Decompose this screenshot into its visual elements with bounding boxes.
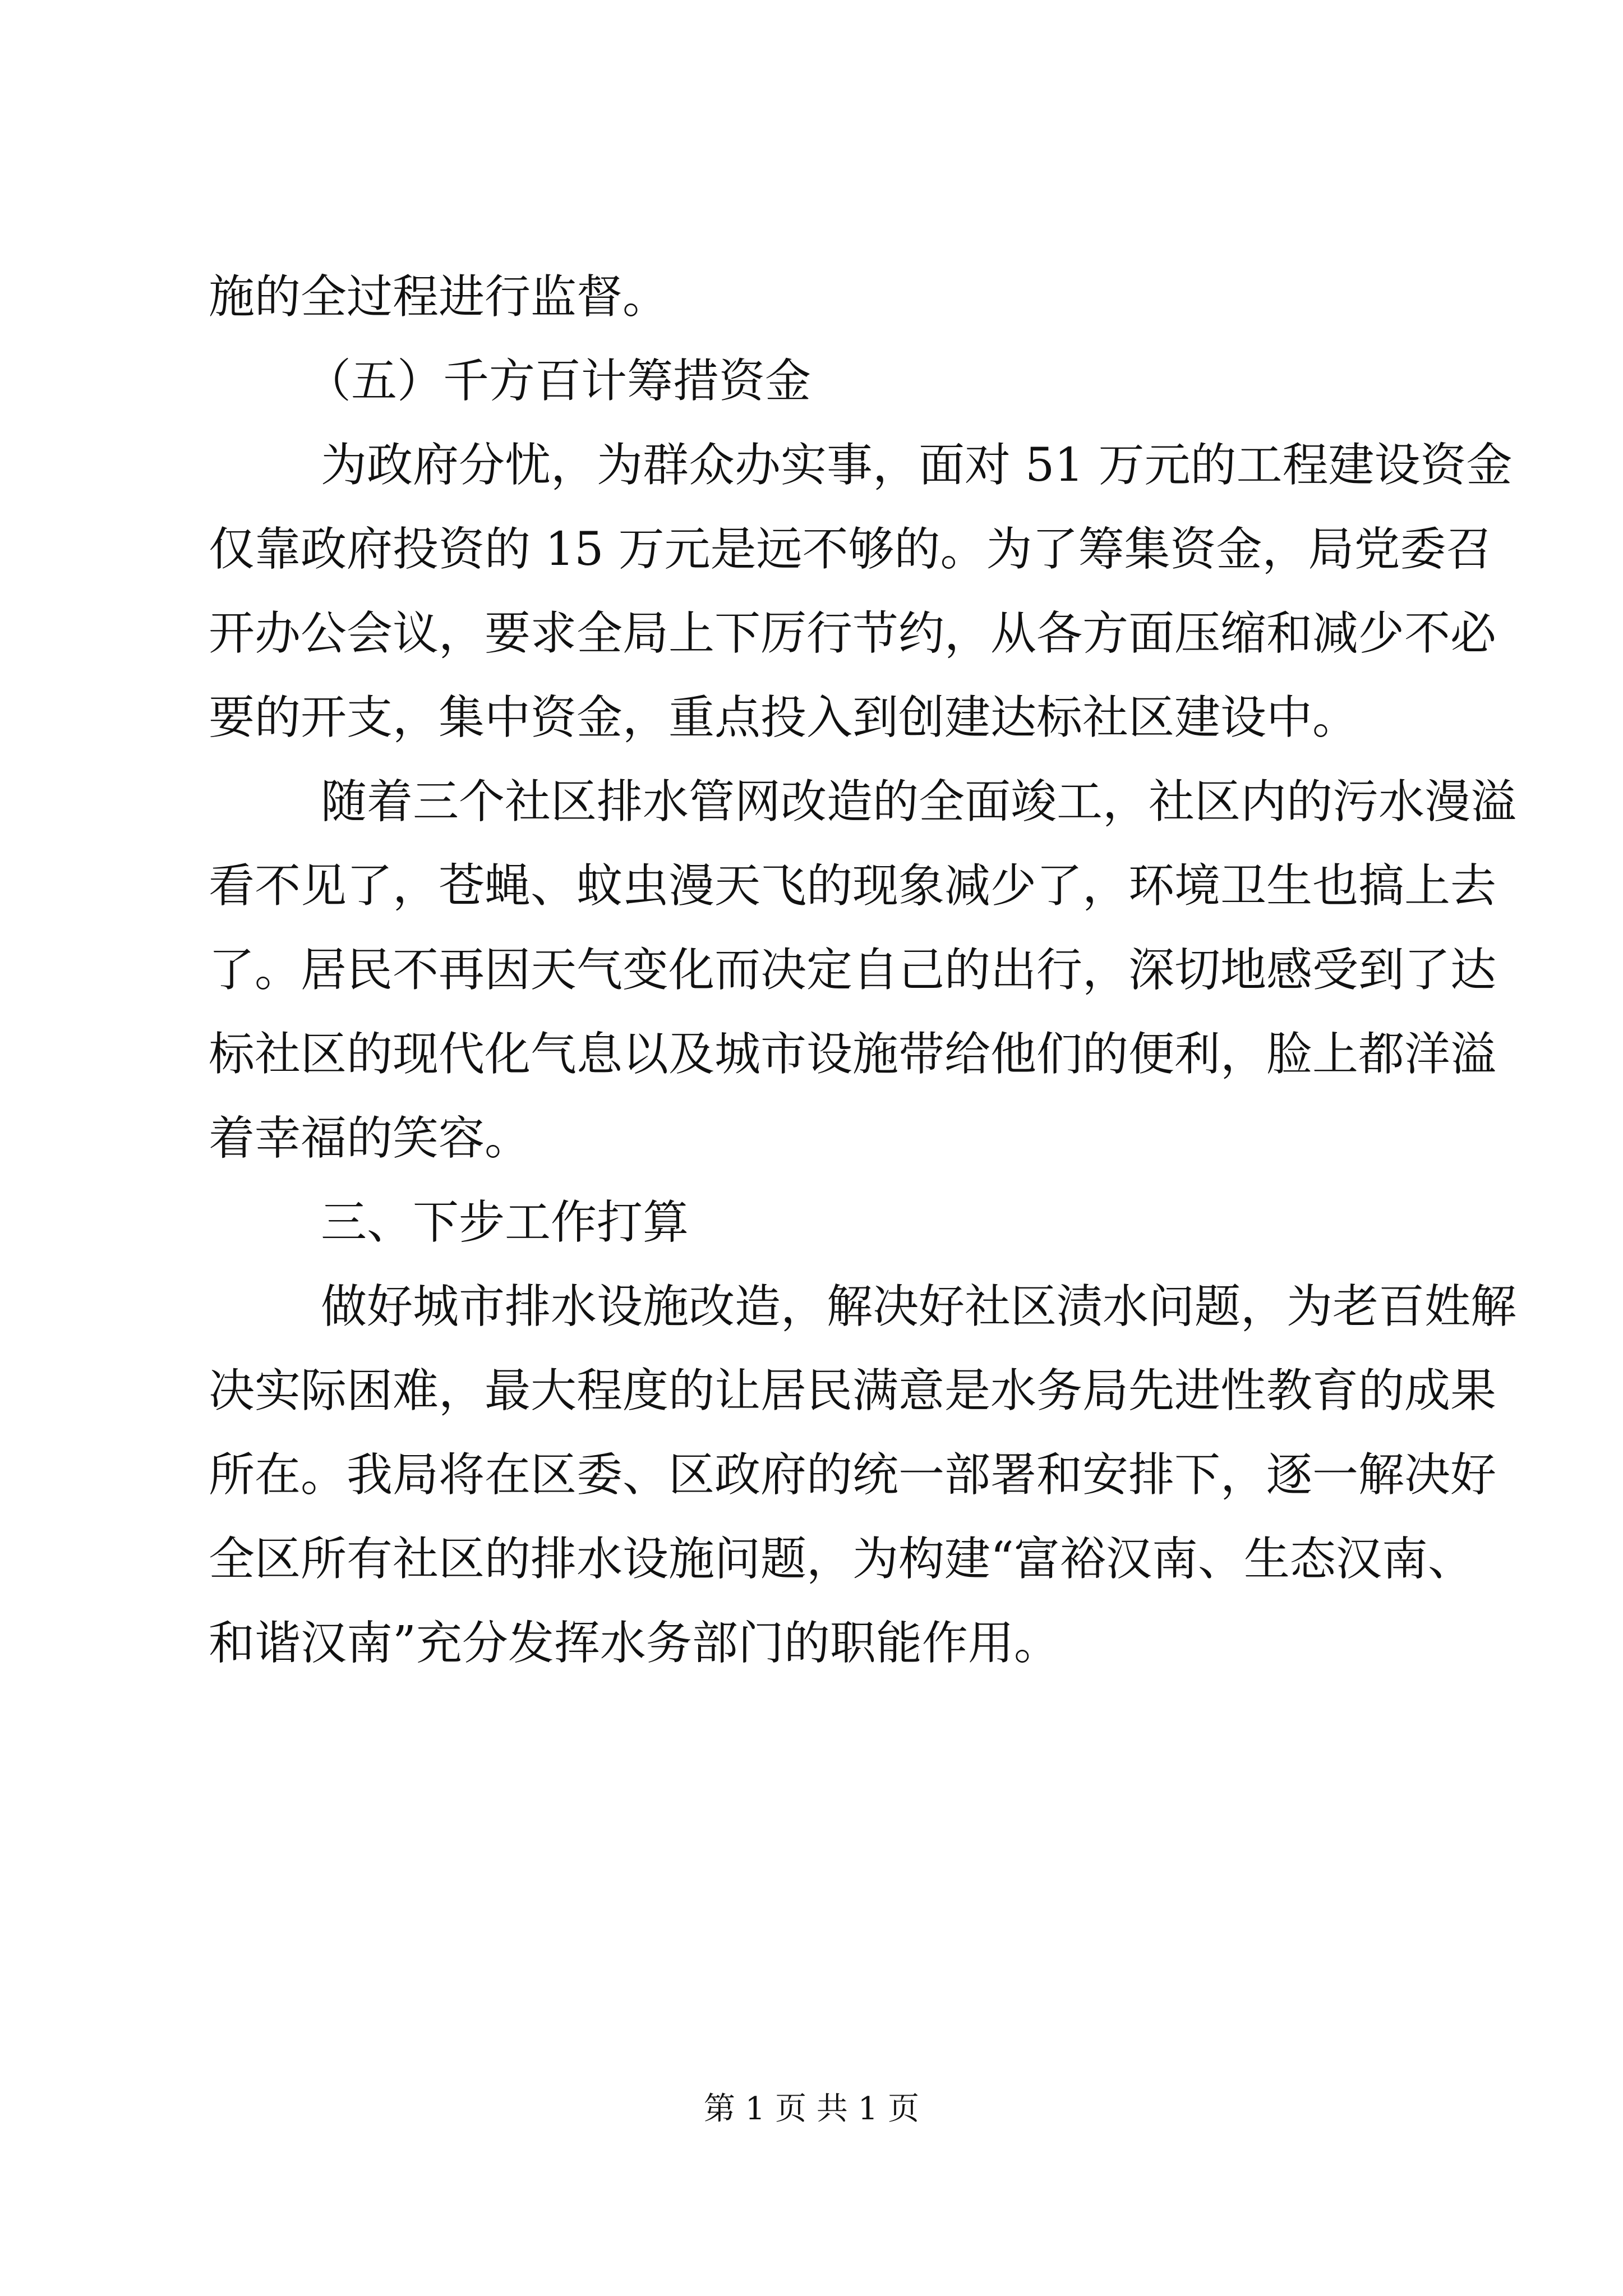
paragraph-line: 了。居民不再因天气变化而决定自己的出行，深切地感受到了达 [209,944,1497,997]
section-heading: 三、下步工作打算 [321,1196,689,1249]
paragraph-line: 施的全过程进行监督。 [209,270,669,324]
section-heading: （五）千方百计筹措资金 [305,355,811,408]
document-body [209,255,1517,1686]
paragraph-line: 标社区的现代化气息以及城市设施带给他们的便利，脸上都洋溢 [209,1028,1497,1081]
paragraph-line: 为政府分忧，为群众办实事，面对 51 万元的工程建设资金 [321,439,1513,492]
paragraph-line: 着幸福的笑容。 [209,1112,531,1165]
paragraph-line: 仅靠政府投资的 15 万元是远不够的。为了筹集资金，局党委召 [209,523,1492,576]
paragraph-line: 和谐汉南”充分发挥水务部门的职能作用。 [209,1617,1060,1670]
page-number-footer: 第 1 页 共 1 页 [703,2091,920,2127]
paragraph-line: 要的开支，集中资金，重点投入到创建达标社区建设中。 [209,691,1359,744]
paragraph-line: 所在。我局将在区委、区政府的统一部署和安排下，逐一解决好 [209,1448,1497,1502]
paragraph-line: 全区所有社区的排水设施问题，为构建“富裕汉南、生态汉南、 [209,1533,1474,1586]
paragraph-line: 随着三个社区排水管网改造的全面竣工，社区内的污水漫溢 [321,775,1517,829]
paragraph-line: 做好城市排水设施改造，解决好社区渍水问题，为老百姓解 [321,1280,1517,1333]
paragraph-line: 开办公会议，要求全局上下厉行节约，从各方面压缩和减少不必 [209,607,1497,660]
paragraph-line: 决实际困难，最大程度的让居民满意是水务局先进性教育的成果 [209,1364,1497,1418]
paragraph-line: 看不见了，苍蝇、蚊虫漫天飞的现象减少了，环境卫生也搞上去 [209,859,1497,913]
